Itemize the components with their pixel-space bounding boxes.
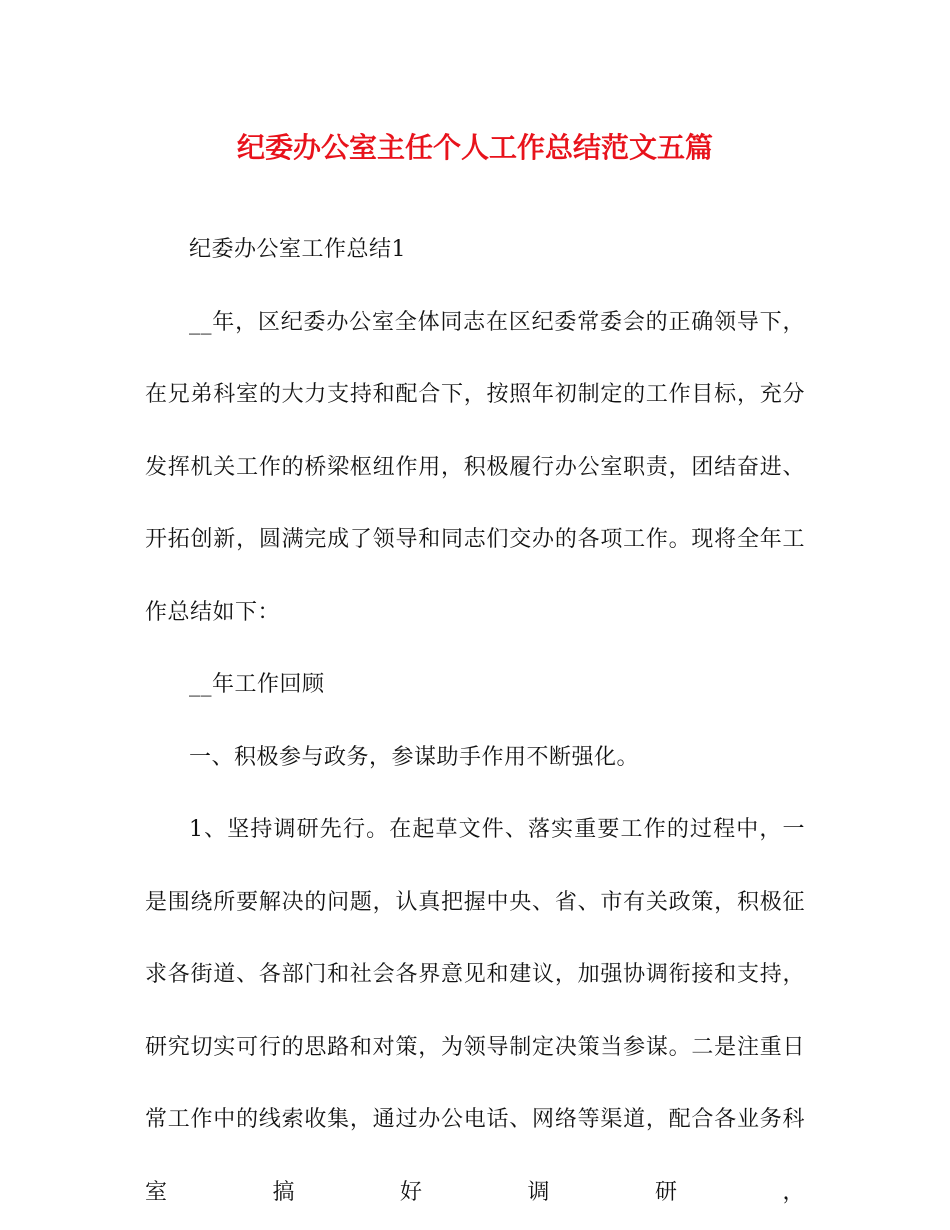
paragraph-item-one: 1、坚持调研先行。在起草文件、落实重要工作的过程中，一是围绕所要解决的问题，认真把握中央、省、市有关政策，积极征求各街道、各部门和社会各界意见和建议，加强协调衔接和支持，研究切实可行的思路和对策，为领导制定决策当参谋。二是注重日常工作中的线索收集，通过办公电话、网络等渠道，配合各业务科室搞好调研， (145, 817, 805, 1205)
paragraph-review-heading: __年工作回顾 (189, 672, 325, 697)
document-body (145, 214, 805, 1229)
document-title: 纪委办公室主任个人工作总结范文五篇 (236, 131, 713, 164)
paragraph-section-heading: 纪委办公室工作总结1 (189, 237, 406, 262)
paragraph-intro: __年，区纪委办公室全体同志在区纪委常委会的正确领导下，在兄弟科室的大力支持和配合下，按照年初制定的工作目标，充分发挥机关工作的桥梁枢纽作用，积极履行办公室职责，团结奋进、开拓创新，圆满完成了领导和同志们交办的各项工作。现将全年工作总结如下： (145, 309, 805, 625)
paragraph-point-one-heading: 一、积极参与政务，参谋助手作用不断强化。 (189, 744, 640, 770)
